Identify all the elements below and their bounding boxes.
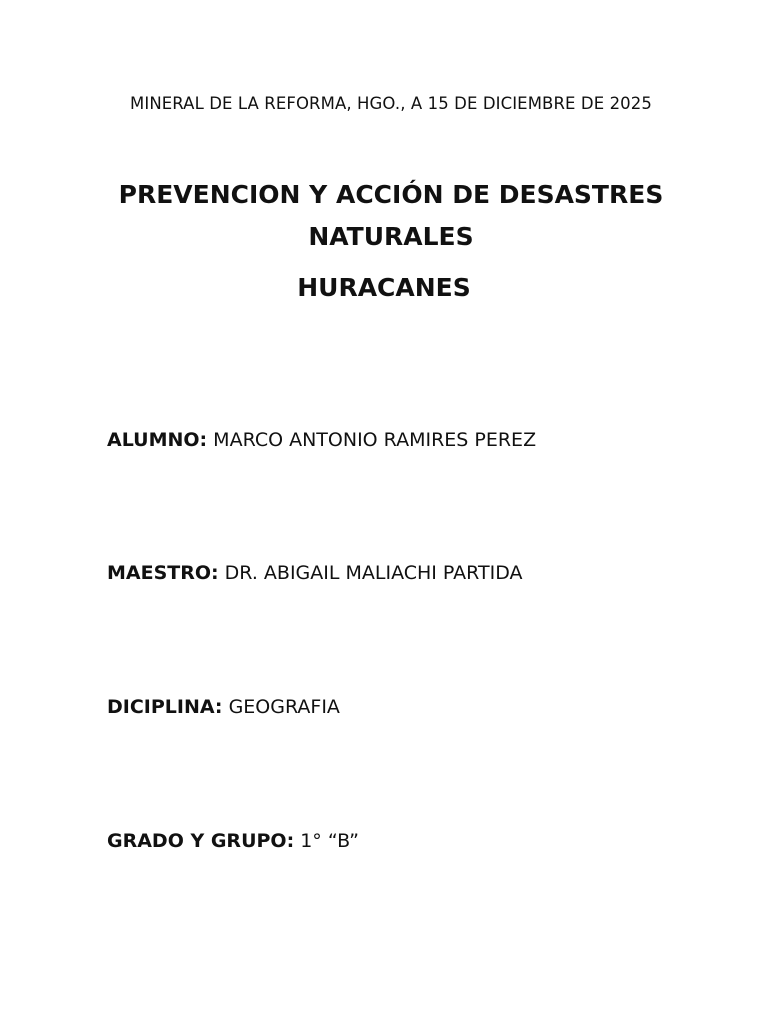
field-value: GEOGRAFIA <box>228 696 340 718</box>
document-title: PREVENCION Y ACCIÓN DE DESASTRES NATURALES <box>118 180 664 251</box>
field-grado-grupo <box>107 830 359 852</box>
place-date-line: MINERAL DE LA REFORMA, HGO., A 15 DE DICIEMBRE DE 2025 <box>130 94 652 113</box>
document-subtitle: HURACANES <box>297 273 471 302</box>
field-alumno <box>107 429 536 451</box>
field-diciplina <box>107 696 340 718</box>
field-value: MARCO ANTONIO RAMIRES PEREZ <box>213 429 537 451</box>
field-value: DR. ABIGAIL MALIACHI PARTIDA <box>224 562 523 584</box>
field-label: GRADO Y GRUPO: <box>107 830 295 852</box>
field-label: DICIPLINA: <box>107 696 223 718</box>
field-label: ALUMNO: <box>107 429 208 451</box>
field-value: 1° “B” <box>300 830 359 852</box>
field-label: MAESTRO: <box>107 562 219 584</box>
field-maestro <box>107 562 523 584</box>
